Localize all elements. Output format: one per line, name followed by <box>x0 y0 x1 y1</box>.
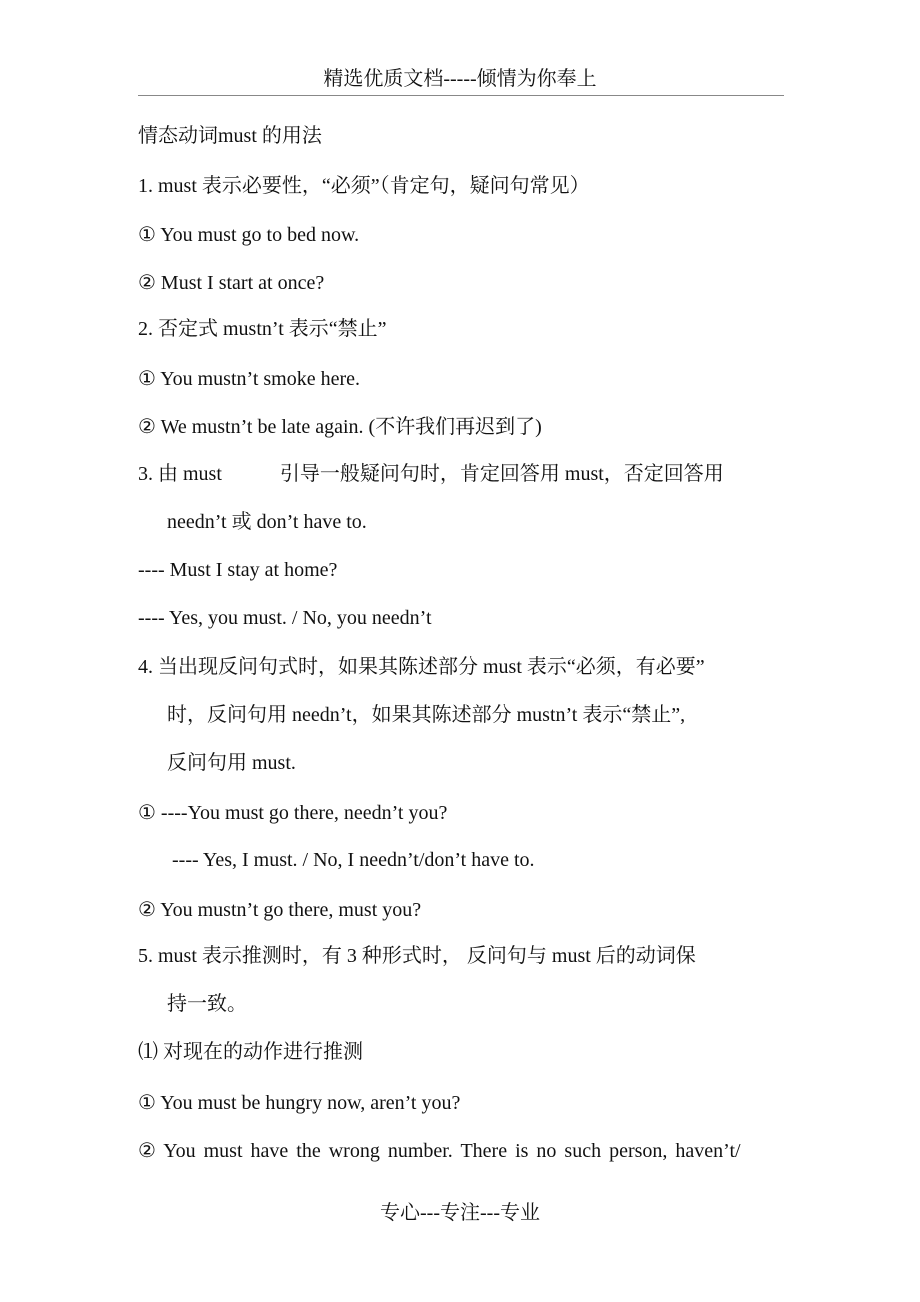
section-4-heading-continued: 时，反问句用 needn’t，如果其陈述部分 mustn’t 表示“禁止”, <box>167 704 686 726</box>
page-footer: 专心---专注---专业 <box>380 1202 540 1224</box>
section-3-heading-part-2: 引导一般疑问句时，肯定回答用 must，否定回答用 <box>279 463 724 485</box>
section-5-subheading: ⑴ 对现在的动作进行推测 <box>138 1041 363 1063</box>
section-2-example-1: ① You mustn’t smoke here. <box>138 368 361 390</box>
section-3-example-2: ---- Yes, you must. / No, you needn’t <box>138 607 432 629</box>
section-3-example-1: ---- Must I stay at home? <box>138 559 338 581</box>
section-1-heading: 1. must 表示必要性，“必须”（肯定句，疑问句常见） <box>138 175 590 197</box>
section-5-example-2: ② You must have the wrong number. There is no such person, haven’t/ <box>138 1140 741 1162</box>
section-1-example-2: ② Must I start at once? <box>138 272 325 294</box>
header-divider <box>138 95 784 96</box>
section-1-example-1: ① You must go to bed now. <box>138 224 360 246</box>
section-3-heading <box>138 462 724 486</box>
section-4-example-1-answer: ---- Yes, I must. / No, I needn’t/don’t have to. <box>172 849 535 871</box>
section-5-example-1: ① You must be hungry now, aren’t you? <box>138 1092 461 1114</box>
section-4-example-1: ① ----You must go there, needn’t you? <box>138 802 448 824</box>
section-3-heading-continued: needn’t 或 don’t have to. <box>167 511 367 533</box>
document-title: 情态动词must 的用法 <box>138 125 322 147</box>
section-4-heading-end: 反问句用 must. <box>167 752 296 774</box>
section-3-heading-part-1: 3. 由 must <box>138 463 222 485</box>
section-4-example-2: ② You mustn’t go there, must you? <box>138 899 422 921</box>
section-2-heading: 2. 否定式 mustn’t 表示“禁止” <box>138 318 387 340</box>
section-2-example-2: ② We mustn’t be late again. (不许我们再迟到了) <box>138 416 542 438</box>
section-5-heading-continued: 持一致。 <box>167 993 247 1015</box>
section-5-heading: 5. must 表示推测时，有 3 种形式时， 反问句与 must 后的动词保 <box>138 945 696 967</box>
section-4-heading: 4. 当出现反问句式时，如果其陈述部分 must 表示“必须，有必要” <box>138 656 705 678</box>
page-header: 精选优质文档-----倾情为你奉上 <box>323 68 597 90</box>
